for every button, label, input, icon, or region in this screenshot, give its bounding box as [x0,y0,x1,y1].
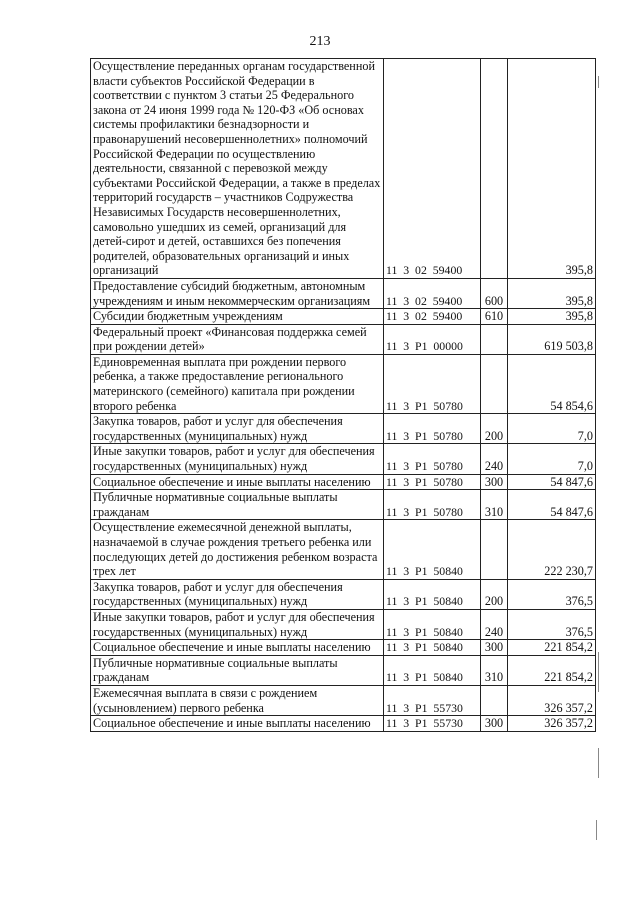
cell-code: 11 3 02 59400 [384,278,481,308]
cell-code: 11 3 P1 50840 [384,655,481,685]
cell-sum: 326 357,2 [508,716,596,732]
cell-sum: 54 847,6 [508,474,596,490]
cell-sum: 376,5 [508,609,596,639]
cell-sum: 395,8 [508,278,596,308]
cell-code: 11 3 P1 00000 [384,324,481,354]
cell-name: Иные закупки товаров, работ и услуг для обеспечения государственных (муниципальных) нужд [91,609,384,639]
table-row [91,716,596,732]
cell-expense-type [481,520,508,579]
scan-edge-mark [598,76,599,88]
cell-code: 11 3 P1 55730 [384,716,481,732]
budget-table [90,58,596,732]
cell-expense-type: 310 [481,490,508,520]
table-row [91,474,596,490]
cell-expense-type [481,324,508,354]
cell-sum: 619 503,8 [508,324,596,354]
table-row [91,609,596,639]
scan-edge-mark [598,652,599,692]
cell-expense-type: 310 [481,655,508,685]
scan-edge-mark [598,748,599,778]
cell-name: Социальное обеспечение и иные выплаты населению [91,716,384,732]
page-number: 213 [309,34,331,49]
cell-name: Осуществление ежемесячной денежной выплаты, назначаемой в случае рождения третьего ребенка или последующих детей до достижения ребенком возраста трех лет [91,520,384,579]
table-row [91,579,596,609]
cell-code: 11 3 P1 55730 [384,685,481,715]
cell-expense-type: 240 [481,444,508,474]
cell-code: 11 3 P1 50840 [384,609,481,639]
cell-code: 11 3 P1 50840 [384,579,481,609]
table-row [91,444,596,474]
scan-edge-mark [596,820,597,840]
cell-sum: 221 854,2 [508,655,596,685]
table-row [91,324,596,354]
cell-code: 11 3 02 59400 [384,309,481,325]
cell-expense-type: 240 [481,609,508,639]
cell-sum: 395,8 [508,309,596,325]
cell-name: Федеральный проект «Финансовая поддержка семей при рождении детей» [91,324,384,354]
cell-name: Субсидии бюджетным учреждениям [91,309,384,325]
cell-expense-type [481,354,508,413]
cell-name: Иные закупки товаров, работ и услуг для обеспечения государственных (муниципальных) нужд [91,444,384,474]
cell-code: 11 3 P1 50780 [384,490,481,520]
table-row [91,278,596,308]
cell-sum: 222 230,7 [508,520,596,579]
cell-name: Осуществление переданных органам государственной власти субъектов Российской Федерации в соответствии с пунктом 3 статьи 25 Федерального закона от 24 июня 1999 года № 120-ФЗ «Об основах системы профилактики безнадзорности и правонарушений несовершеннолетних» полномочий Российской Федерации по осуществлению деятельности, связанной с перевозкой между субъектами Российской Федерации, а также в пределах территорий государств – участников Содружества Независимых Государств несовершеннолетних, самовольно ушедших из семей, организаций для детей-сирот и детей, оставшихся без попечения родителей, образовательных организаций и иных организаций [91,59,384,279]
cell-name: Публичные нормативные социальные выплаты гражданам [91,655,384,685]
table-row [91,414,596,444]
cell-name: Публичные нормативные социальные выплаты гражданам [91,490,384,520]
table-row [91,685,596,715]
cell-name: Социальное обеспечение и иные выплаты населению [91,640,384,656]
cell-sum: 221 854,2 [508,640,596,656]
cell-name: Предоставление субсидий бюджетным, автономным учреждениям и иным некоммерческим организациям [91,278,384,308]
cell-code: 11 3 P1 50840 [384,640,481,656]
cell-code: 11 3 P1 50780 [384,444,481,474]
table-row [91,655,596,685]
cell-name: Единовременная выплата при рождении первого ребенка, а также предоставление регионального материнского (семейного) капитала при рождении второго ребенка [91,354,384,413]
cell-name: Социальное обеспечение и иные выплаты населению [91,474,384,490]
cell-expense-type: 610 [481,309,508,325]
cell-sum: 326 357,2 [508,685,596,715]
cell-sum: 395,8 [508,59,596,279]
cell-code: 11 3 P1 50840 [384,520,481,579]
cell-name: Закупка товаров, работ и услуг для обеспечения государственных (муниципальных) нужд [91,414,384,444]
table-row [91,640,596,656]
table-row [91,309,596,325]
cell-expense-type: 300 [481,474,508,490]
cell-expense-type [481,685,508,715]
cell-sum: 376,5 [508,579,596,609]
table-row [91,490,596,520]
cell-expense-type: 600 [481,278,508,308]
table-row [91,59,596,279]
cell-name: Закупка товаров, работ и услуг для обеспечения государственных (муниципальных) нужд [91,579,384,609]
cell-expense-type: 300 [481,640,508,656]
cell-sum: 7,0 [508,414,596,444]
cell-code: 11 3 P1 50780 [384,414,481,444]
cell-expense-type: 300 [481,716,508,732]
cell-sum: 54 847,6 [508,490,596,520]
table-row [91,520,596,579]
cell-code: 11 3 P1 50780 [384,354,481,413]
cell-expense-type: 200 [481,579,508,609]
cell-sum: 7,0 [508,444,596,474]
cell-code: 11 3 02 59400 [384,59,481,279]
cell-expense-type [481,59,508,279]
table-row [91,354,596,413]
cell-code: 11 3 P1 50780 [384,474,481,490]
cell-sum: 54 854,6 [508,354,596,413]
cell-name: Ежемесячная выплата в связи с рождением (усыновлением) первого ребенка [91,685,384,715]
budget-table-body [91,59,596,732]
cell-expense-type: 200 [481,414,508,444]
